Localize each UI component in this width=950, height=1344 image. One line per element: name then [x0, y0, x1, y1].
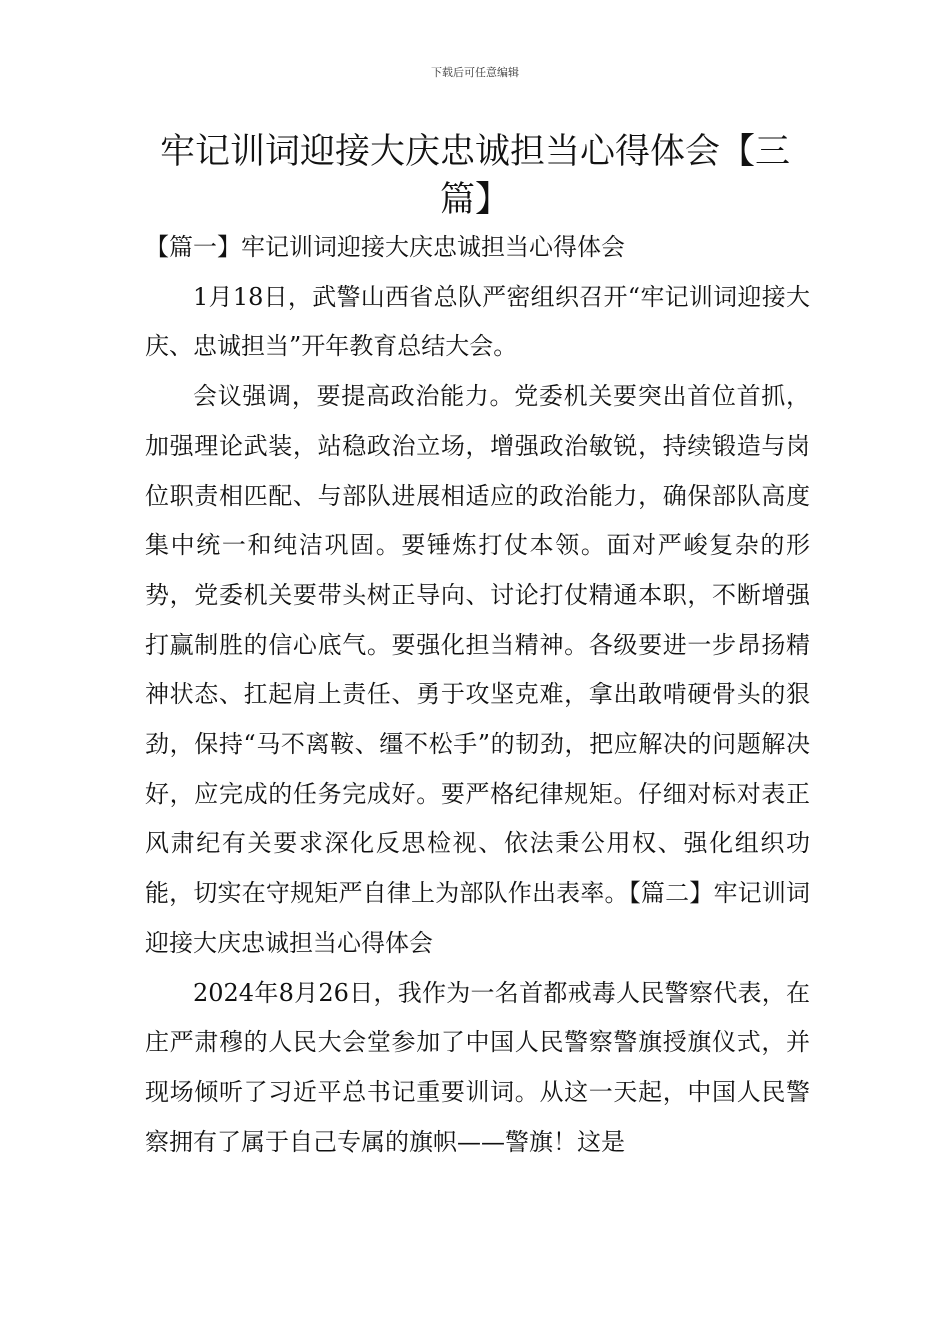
paragraph: 2024年8月26日，我作为一名首都戒毒人民警察代表，在庄严肃穆的人民大会堂参加了中国人民警察警旗授旗仪式，并现场倾听了习近平总书记重要训词。从这一天起，中国人民警察拥有了属于自己专属的旗帜——警旗！这是 [145, 978, 810, 1156]
document-title [145, 128, 805, 224]
section-heading: 【篇一】牢记训词迎接大庆忠诚担当心得体会 [145, 233, 625, 261]
title-line-2: 篇】 [439, 180, 510, 220]
paragraph: 1月18日，武警山西省总队严密组织召开“牢记训词迎接大庆、忠诚担当”开年教育总结大会。 [145, 282, 810, 361]
paragraph: 会议强调，要提高政治能力。党委机关要突出首位首抓，加强理论武装，站稳政治立场，增强政治敏锐，持续锻造与岗位职责相匹配、与部队进展相适应的政治能力，确保部队高度集中统一和纯洁巩固。要锤炼打仗本领。面对严峻复杂的形势，党委机关要带头树正导向、讨论打仗精通本职，不断增强打赢制胜的信心底气。要强化担当精神。各级要进一步昂扬精神状态、扛起肩上责任、勇于攻坚克难，拿出敢啃硬骨头的狠劲，保持“马不离鞍、缰不松手”的韧劲，把应解决的问题解决好，应完成的任务完成好。要严格纪律规矩。仔细对标对表正风肃纪有关要求深化反思检视、依法秉公用权、强化组织功能，切实在守规矩严自律上为部队作出表率。【篇二】牢记训词迎接大庆忠诚担当心得体会 [145, 382, 810, 957]
title-line-1: 牢记训词迎接大庆忠诚担当心得体会【三 [159, 132, 790, 172]
document-body [145, 223, 810, 1167]
header-note: 下载后可任意编辑 [431, 66, 519, 79]
